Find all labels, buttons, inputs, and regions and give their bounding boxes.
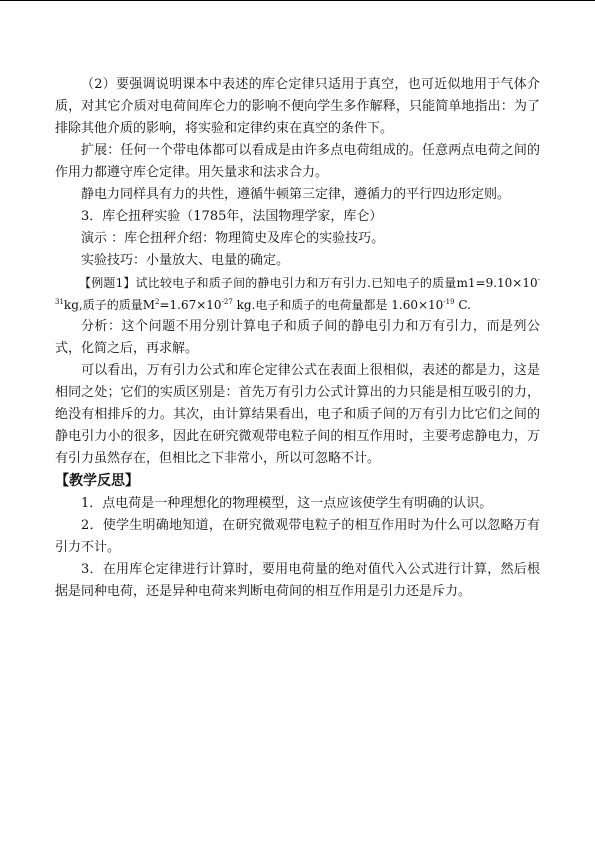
example-part-4: kg.电子和质子的电荷量都是 1.60×10	[232, 298, 444, 312]
paragraph-comparison: 可以看出，万有引力公式和库仑定律公式在表面上很相似，表述的都是力，这是相同之处；它们的实质区别是：首先万有引力公式计算出的力只能是相互吸引的力，绝没有相排斥的力。其次，由计算结果看出，电子和质子间的万有引力比它们之间的静电引力小的很多，因此在研究微观带电粒子间的相互作用时，主要考虑静电力，万有引力虽然存在，但相比之下非常小，所以可忽略不计。	[55, 363, 540, 466]
section-heading-reflection: 【教学反思】	[55, 473, 139, 489]
reflection-item-2: 2．使学生明确地知道，在研究微观带电粒子的相互作用时为什么可以忽略万有引力不计。	[55, 518, 540, 555]
example-part-5: C.	[454, 298, 471, 312]
paragraph-analysis: 分析：这个问题不用分别计算电子和质子间的静电引力和万有引力，而是列公式，化简之后，再求解。	[55, 319, 540, 356]
paragraph-torsion-experiment: 3．库仑扭秤实验（1785年，法国物理学家，库仑）	[81, 209, 383, 224]
example-lead: 【例题1】试比较电子和质子间的静电引力和万有引力.已知电子的质量m1=9.10×10	[79, 276, 538, 290]
example-part-3: =1.67×10	[159, 298, 222, 312]
document-body	[55, 74, 540, 603]
example-exponent-1: -31	[55, 276, 540, 306]
page-top-rule	[0, 0, 595, 1]
paragraph-example-1	[55, 272, 540, 316]
paragraph-demo: 演示 ：库仑扭秤介绍：物理简史及库仑的实验技巧。	[81, 231, 385, 246]
paragraph-vacuum-note: （2）要强调说明课本中表述的库仑定律只适用于真空，也可近似地用于气体介质，对其它介质对电荷间库仑力的影响不便向学生多作解释，只能简单地指出：为了排除其他介质的影响，将实验和定律约束在真空的条件下。	[55, 77, 540, 136]
reflection-item-1: 1．点电荷是一种理想化的物理模型，这一点应该使学生有明确的认识。	[81, 496, 493, 511]
paragraph-technique: 实验技巧：小量放大、电量的确定。	[81, 253, 290, 268]
example-part-2: kg,质子的质量M	[63, 298, 155, 312]
paragraph-force-properties: 静电力同样具有力的共性，遵循牛顿第三定律，遵循力的平行四边形定则。	[81, 187, 511, 202]
reflection-item-3: 3．在用库仑定律进行计算时，要用电荷量的绝对值代入公式进行计算，然后根据是同种电荷，还是异种电荷来判断电荷间的相互作用是引力还是斥力。	[55, 562, 540, 599]
example-exponent-2: -27	[221, 298, 233, 306]
example-exponent-3: -19	[443, 298, 455, 306]
paragraph-extension: 扩展：任何一个带电体都可以看成是由许多点电荷组成的。任意两点电荷之间的作用力都遵守库仑定律。用矢量求和法求合力。	[55, 143, 540, 180]
example-superscript-2: 2	[154, 298, 160, 306]
